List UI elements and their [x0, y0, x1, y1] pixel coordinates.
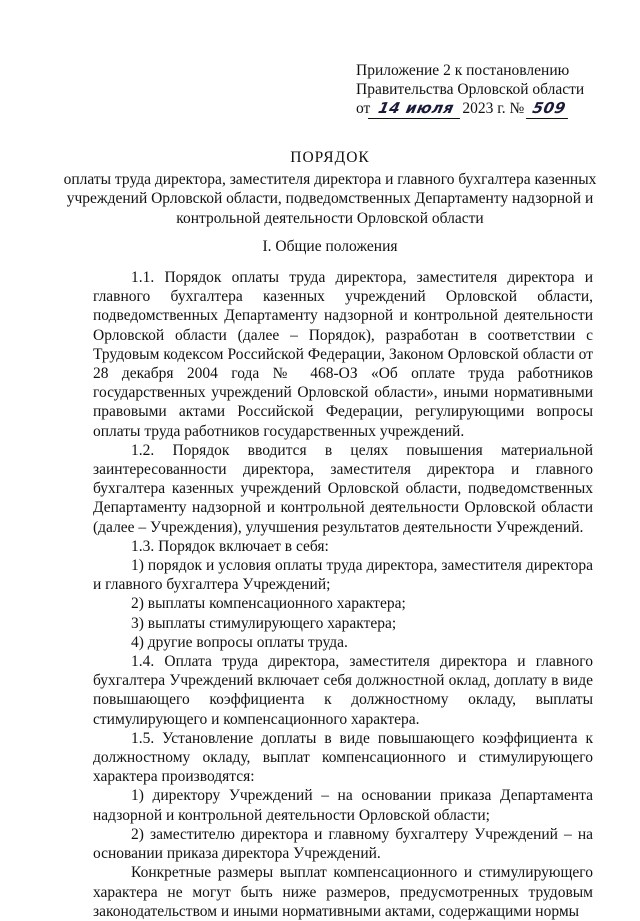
paragraph-1-2: 1.2. Порядок вводится в целях повышения материальной заинтересованности директора, заместителя директора и главного бухгалтера казенных учреждений Орловской области, подведомственных Департаменту надзорной и контрольной деятельности Орловской области (далее – Учреждения), улучшения результатов деятельности Учреждений. — [93, 441, 593, 536]
paragraph-specific-sizes: Конкретные размеры выплат компенсационного и стимулирующего характера не могут быть ниже размеров, предусмотренных трудовым законодательством и иными нормативными актами, содержащими нормы — [93, 864, 593, 920]
appendix-header — [356, 61, 596, 119]
document-subtitle: оплаты труда директора, заместителя директора и главного бухгалтера казенных учреждений Орловской области, подведомственных Департаменту надзорной и контрольной деятельности Орловской области — [63, 170, 597, 227]
paragraph-1-4: 1.4. Оплата труда директора, заместителя директора и главного бухгалтера Учреждений включает себя должностной оклад, доплату в виде повышающего коэффициента к должностному окладу, выплаты стимулирующего и компенсационного характера. — [93, 653, 593, 728]
list-item-3: 3) выплаты стимулирующего характера; — [131, 614, 397, 632]
list-item-deputy: 2) заместителю директора и главному бухгалтеру Учреждений – на основании приказа директора Учреждений. — [93, 825, 593, 863]
document-body — [93, 268, 593, 921]
document-title-block — [60, 148, 600, 228]
handwritten-date: 14 июля — [368, 99, 464, 119]
handwritten-number: 509 — [526, 99, 572, 119]
list-item-director: 1) директору Учреждений – на основании приказа Департамента надзорной и контрольной деятельности Орловской области; — [93, 787, 593, 824]
year-and-number-label: 2023 г. № — [462, 100, 525, 117]
paragraph-1-3: 1.3. Порядок включает в себя: — [131, 537, 329, 555]
section-heading: I. Общие положения — [262, 238, 398, 255]
list-item-2: 2) выплаты компенсационного характера; — [131, 595, 406, 613]
appendix-line-2: Правительства Орловской области — [356, 81, 585, 98]
appendix-line-1: Приложение 2 к постановлению — [356, 62, 570, 79]
list-item-4: 4) другие вопросы оплаты труда. — [131, 633, 348, 651]
paragraph-1-1: 1.1. Порядок оплаты труда директора, заместителя директора и главного бухгалтера казенных учреждений Орловской области, подведомственных Департаменту надзорной и контрольной деятельности Орловской области (далее – Порядок), разработан в соответствии с Трудовым кодексом Российской Федерации, Законом Орловской области от 28 декабря 2004 года № 468-ОЗ «Об оплате труда работников государственных учреждений Орловской области», иными нормативными правовыми актами Российской Федерации, регулирующими вопросы оплаты труда работников государственных учреждений. — [93, 269, 593, 440]
appendix-line-3 — [356, 99, 596, 119]
document-title: ПОРЯДОК — [290, 149, 370, 166]
paragraph-1-5: 1.5. Установление доплаты в виде повышающего коэффициента к должностному окладу, выплат компенсационного и стимулирующего характера производятся: — [93, 729, 593, 786]
date-prefix: от — [356, 100, 371, 117]
list-item-1: 1) порядок и условия оплаты труда директора, заместителя директора и главного бухгалтера Учреждений; — [93, 557, 593, 594]
